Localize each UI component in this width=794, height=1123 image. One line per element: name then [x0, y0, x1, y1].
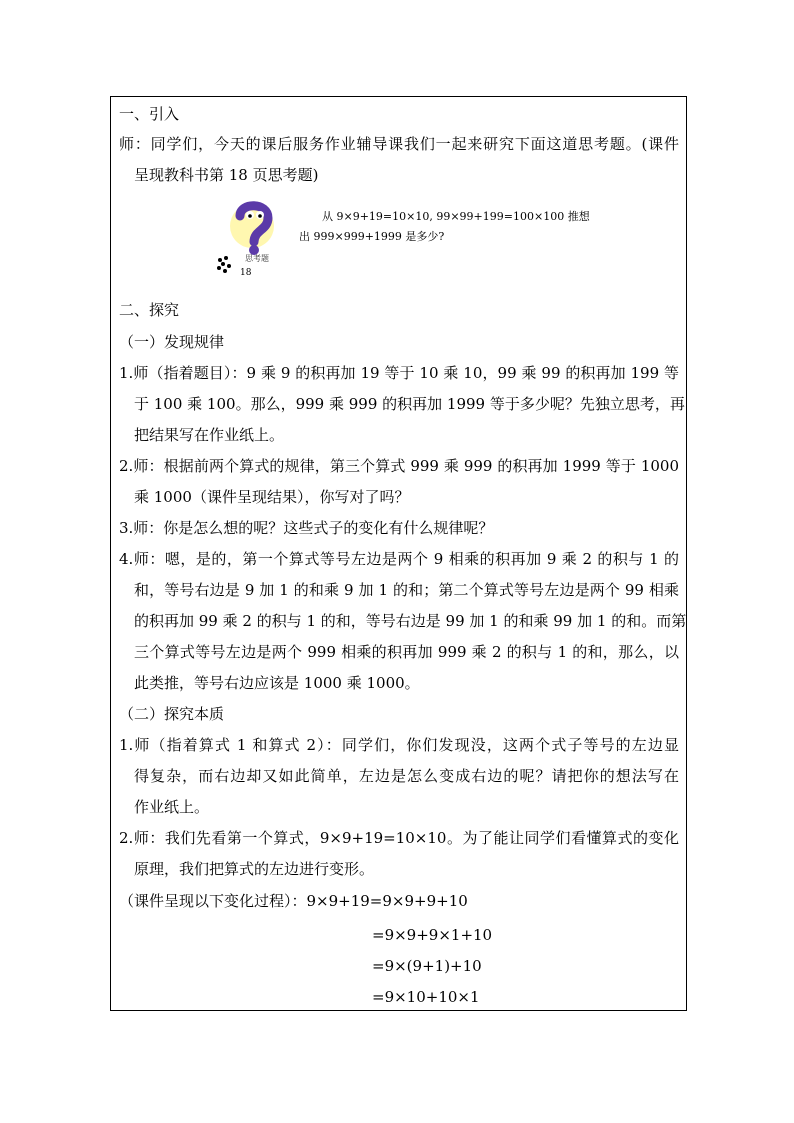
part1-item2-line2: 乘 1000（课件呈现结果），你写对了吗？: [134, 488, 410, 506]
calc-step-4: =9×10+10×1: [372, 988, 480, 1006]
part1-item4-line3: 的积再加 99 乘 2 的积与 1 的和，等号右边是 99 加 1 的和乘 99 加 1 的和。而第: [134, 612, 687, 630]
figure-badge: 思考题: [245, 254, 269, 263]
part2-item2-line1: 2.师：我们先看第一个算式，9×9+19=10×10。为了能让同学们看懂算式的变化: [119, 829, 679, 847]
calc-step-3: =9×(9+1)+10: [372, 957, 482, 975]
part1-item1-line3: 把结果写在作业纸上。: [134, 426, 285, 444]
intro-paragraph-line1: 师：同学们，今天的课后服务作业辅导课我们一起来研究下面这道思考题。(课件: [119, 135, 679, 153]
figure-question-line1: 从 9×9+19=10×10, 99×99+199=100×100 推想: [322, 210, 590, 223]
part1-item1-line1: 1.师（指着题目）：9 乘 9 的积再加 19 等于 10 乘 10，99 乘 99 的积再加 199 等: [119, 364, 679, 382]
part1-item4-line1: 4.师：嗯，是的，第一个算式等号左边是两个 9 相乘的积再加 9 乘 2 的积与 1 的: [119, 550, 679, 568]
part2-item1-line3: 作业纸上。: [134, 798, 210, 816]
part2-item1-line1: 1.师（指着算式 1 和算式 2）：同学们，你们发现没，这两个式子等号的左边显: [119, 736, 679, 754]
part2-item2-line2: 原理，我们把算式的左边进行变形。: [134, 860, 375, 878]
part1-item2-line1: 2.师：根据前两个算式的规律，第三个算式 999 乘 999 的积再加 1999 等于 1000: [119, 457, 679, 475]
textbook-figure: [210, 198, 600, 280]
part1-item4-line4: 三个算式等号左边是两个 999 相乘的积再加 999 乘 2 的积与 1 的和，那么，以: [134, 643, 679, 661]
calc-intro-line: （课件呈现以下变化过程）：9×9+19=9×9+9+10: [119, 892, 468, 910]
part1-item1-line2: 于 100 乘 100。那么，999 乘 999 的积再加 1999 等于多少呢？先独立思考，再: [134, 395, 685, 413]
subsection-2-title: （二）探究本质: [119, 705, 225, 723]
section-explore-title: 二、探究: [119, 301, 180, 319]
figure-page-number: 18: [240, 268, 252, 278]
part1-item3-line1: 3.师：你是怎么想的呢？这些式子的变化有什么规律呢？: [119, 519, 494, 537]
part1-item4-line5: 此类推，等号右边应该是 1000 乘 1000。: [134, 674, 420, 692]
intro-paragraph-line2: 呈现教科书第 18 页思考题): [134, 166, 319, 184]
part1-item4-line2: 和，等号右边是 9 加 1 的和乘 9 加 1 的和；第二个算式等号左边是两个 99 相乘: [134, 581, 679, 599]
part2-item1-line2: 得复杂，而右边却又如此简单，左边是怎么变成右边的呢？请把你的想法写在: [134, 767, 679, 785]
calc-step-2: =9×9+9×1+10: [372, 926, 493, 944]
figure-question-line2: 出 999×999+1999 是多少?: [299, 230, 445, 243]
subsection-1-title: （一）发现规律: [119, 333, 225, 351]
section-intro-title: 一、引入: [119, 105, 180, 123]
